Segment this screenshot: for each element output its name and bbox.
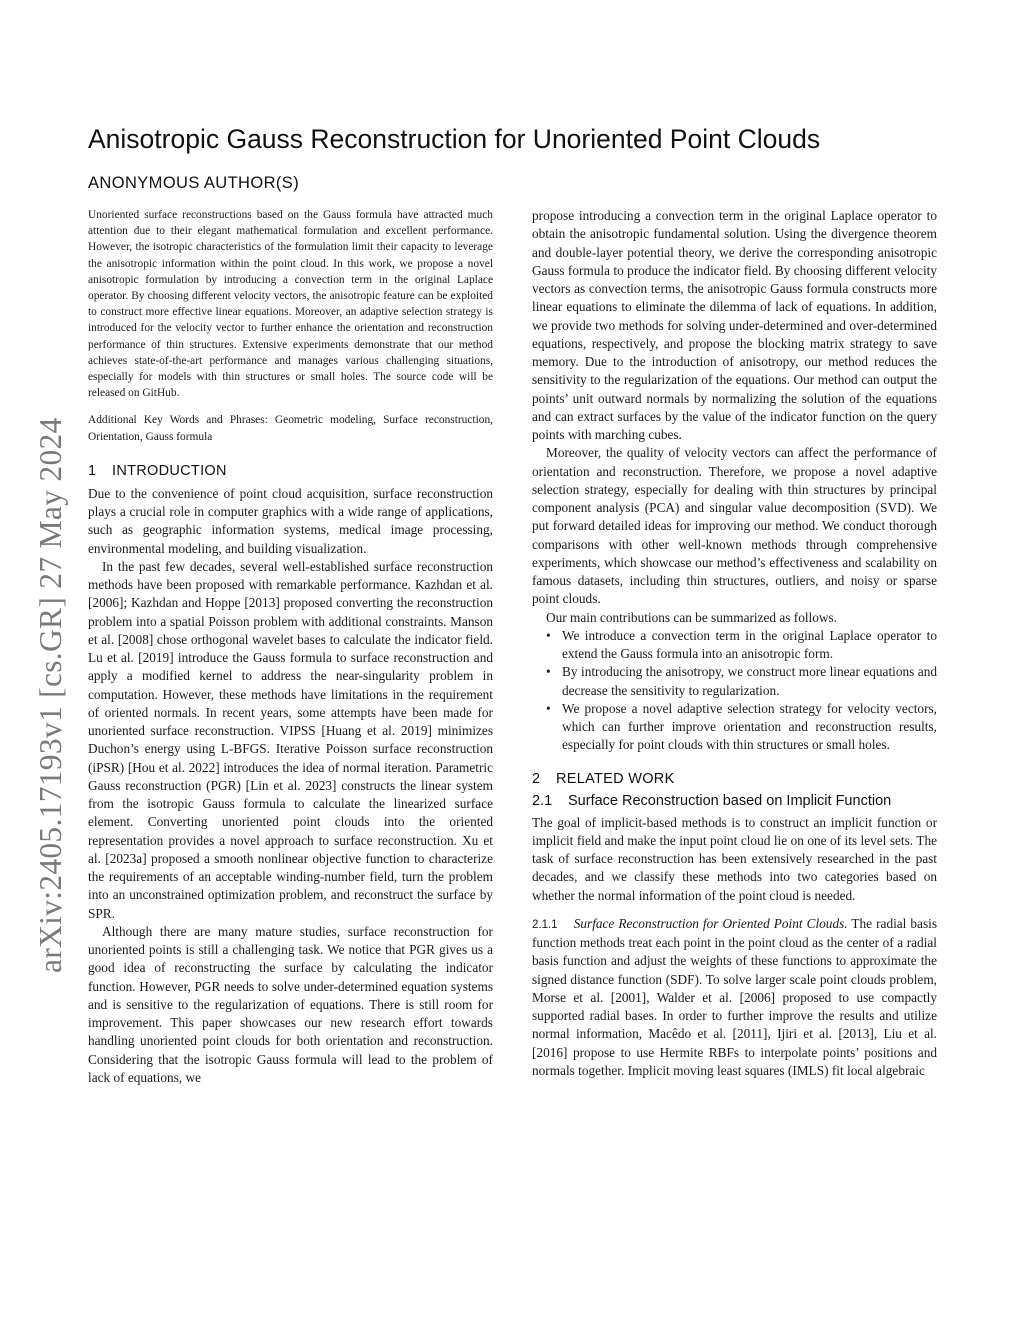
author-line: ANONYMOUS AUTHOR(S) bbox=[88, 174, 300, 192]
section-title: RELATED WORK bbox=[556, 770, 675, 787]
intro-paragraph: Our main contributions can be summarized as follows. bbox=[546, 609, 837, 625]
contribution-text: We introduce a convection term in the original Laplace operator to extend the Gauss formula into an anisotropic form. bbox=[562, 627, 937, 661]
intro-paragraph: In the past few decades, several well-established surface reconstruction methods have been proposed with remarkable performance. Kazhdan et al. [2006]; Kazhdan and Hoppe [2013] proposed converting the reconstruction problem into a spatial Poisson problem with additional constraints. Manson et al. [2008] chose orthogonal wavelet bases to calculate the indicator field. Lu et al. [2019] introduce the Gauss formula to surface reconstruction and apply a modified kernel to address the near-singularity problem in computation. However, these methods have limitations in the requirement of oriented normals. In recent years, some attempts have been made for unoriented surface reconstruction. VIPSS [Huang et al. 2019] minimizes Duchon’s energy using L-BFGS. Iterative Poisson surface reconstruction (iPSR) [Hou et al. 2022] introduces the idea of normal iteration. Parametric Gauss reconstruction (PGR) [Lin et al. 2023] constructs the linear system from the isotropic Gauss formula to calculate the linearized surface element. Converting unoriented point clouds into the oriented representation provides a novel approach to surface reconstruction. Xu et al. [2023a] proposed a smooth nonlinear objective function to characterize the requirements of an acceptable winding-number field, turn the problem into an unconstrained optimization problem, and reconstruct the surface by SPR. bbox=[88, 558, 493, 921]
section-heading-introduction bbox=[88, 463, 493, 479]
contribution-item bbox=[546, 663, 937, 700]
bullet-icon: • bbox=[546, 627, 551, 643]
subsubsection-text: The radial basis function methods treat each point in the point cloud as the center of a radial basis function and adjust the weights of these functions to approximate the signed distance function (SDF). To solve larger scale point clouds problem, Morse et al. [2001], Walder et al. [2006] proposed to use compactly supported radial bases. In order to further improve the results and utilize normal information, Macêdo et al. [2011], Ijiri et al. [2013], Liu et al. [2016] propose to use Hermite RBFs to interpolate points’ positions and normals together. Implicit moving least squares (IMLS) fit local algebraic bbox=[532, 915, 938, 1078]
keywords: Additional Key Words and Phrases: Geometric modeling, Surface reconstruction, Orientation, Gauss formula bbox=[88, 414, 493, 443]
contribution-item bbox=[546, 627, 937, 664]
contribution-text: We propose a novel adaptive selection strategy for velocity vectors, which can further improve orientation and reconstruction results, especially for point clouds with thin structures or small holes. bbox=[562, 700, 937, 753]
subsubsection-number: 2.1.1 bbox=[532, 918, 558, 931]
section-number: 2 bbox=[532, 770, 541, 787]
intro-paragraph: Due to the convenience of point cloud acquisition, surface reconstruction plays a crucial role in computer graphics with a wide range of applications, such as geographic information systems, medical image processing, environmental modeling, and building visualization. bbox=[88, 485, 493, 556]
subsection-title: Surface Reconstruction based on Implicit Function bbox=[568, 792, 892, 809]
related-paragraph: The goal of implicit-based methods is to construct an implicit function or implicit field and make the input point cloud lie on one of its level sets. The task of surface reconstruction has been extensively researched in the past decades, and we classify these methods into two categories based on whether the normal information of the point cloud is needed. bbox=[532, 814, 937, 903]
contributions-list bbox=[532, 627, 937, 755]
section-title: INTRODUCTION bbox=[112, 462, 227, 479]
abstract bbox=[88, 207, 493, 445]
related-work-body bbox=[532, 814, 937, 1081]
section-number: 1 bbox=[88, 462, 97, 479]
subsection-heading bbox=[532, 793, 937, 809]
intro-paragraph: Moreover, the quality of velocity vectors can affect the performance of orientation and reconstruction. Therefore, we propose a novel adaptive selection strategy, especially for dealing with thin structures by principal component analysis (PCA) and singular value decomposition (SVD). We put forward detailed ideas for improving our method. We conduct thorough comparisons with other well-known methods through comprehensive experiments, which showcase our method’s effectiveness and scalability on famous datasets, including thin structures, outliers, and noisy or sparse point clouds. bbox=[532, 445, 937, 607]
subsubsection-paragraph bbox=[532, 915, 937, 1080]
intro-paragraph: Although there are many mature studies, surface reconstruction for unoriented points is still a challenging task. We notice that PGR gives us a good idea of reconstructing the surface by calculating the indicator function. However, PGR needs to solve under-determined equation systems and is sensitive to the regularization of equations. There is still room for improvement. This paper showcases our new research effort towards handling unoriented point clouds for both orientation and reconstruction. Considering that the isotropic Gauss formula will lead to the problem of lack of equations, we bbox=[88, 923, 493, 1085]
abstract-text: Unoriented surface reconstructions based on the Gauss formula have attracted much attention due to their elegant mathematical formulation and excellent performance. However, the isotropic characteristics of the formulation limit their capacity to leverage the anisotropic information within the point cloud. In this work, we propose a novel anisotropic formulation by introducing a convection term in the original Laplace operator. By choosing different velocity vectors, the anisotropic feature can be exploited to construct more effective linear equations. Moreover, an adaptive selection strategy is introduced for the velocity vector to further enhance the orientation and reconstruction performance of thin structures. Extensive experiments demonstrate that our method achieves state-of-the-art performance and manages various challenging situations, especially for models with thin structures or small holes. The source code will be released on GitHub. bbox=[88, 209, 493, 400]
arxiv-identifier: arXiv:2405.17193v1 [cs.GR] 27 May 2024 bbox=[33, 417, 68, 973]
right-column bbox=[532, 207, 937, 1080]
section-heading-related-work bbox=[532, 771, 937, 787]
contribution-text: By introducing the anisotropy, we construct more linear equations and decrease the sensitivity to regularization. bbox=[562, 664, 937, 698]
intro-paragraph: propose introducing a convection term in the original Laplace operator to obtain the anisotropic fundamental solution. Using the divergence theorem and double-layer potential theory, we derive the corresponding anisotropic Gauss formula to produce the indicator field. By choosing different velocity vectors as convection terms, the anisotropic Gauss formula constructs more linear equations to eliminate the dilemma of lack of equations. In addition, we provide two methods for solving under-determined and over-determined equations, respectively, and propose the blocking matrix strategy to save memory. Due to the introduction of anisotropy, our method reduces the sensitivity to the regularization of the equations. Our method can output the points’ unit outward normals by normalizing the solution of the equations and can extract surfaces by the value of the indicator function on the query points with marching cubes. bbox=[532, 208, 937, 442]
paper-title: Anisotropic Gauss Reconstruction for Unoriented Point Clouds bbox=[88, 124, 821, 154]
introduction-body-right bbox=[532, 207, 937, 627]
subsubsection-title: Surface Reconstruction for Oriented Point Clouds. bbox=[573, 915, 848, 931]
bullet-icon: • bbox=[546, 664, 551, 680]
left-column bbox=[88, 207, 493, 1087]
contribution-item bbox=[546, 700, 937, 755]
introduction-body-left bbox=[88, 485, 493, 1087]
subsection-number: 2.1 bbox=[532, 792, 553, 809]
bullet-icon: • bbox=[546, 700, 551, 716]
